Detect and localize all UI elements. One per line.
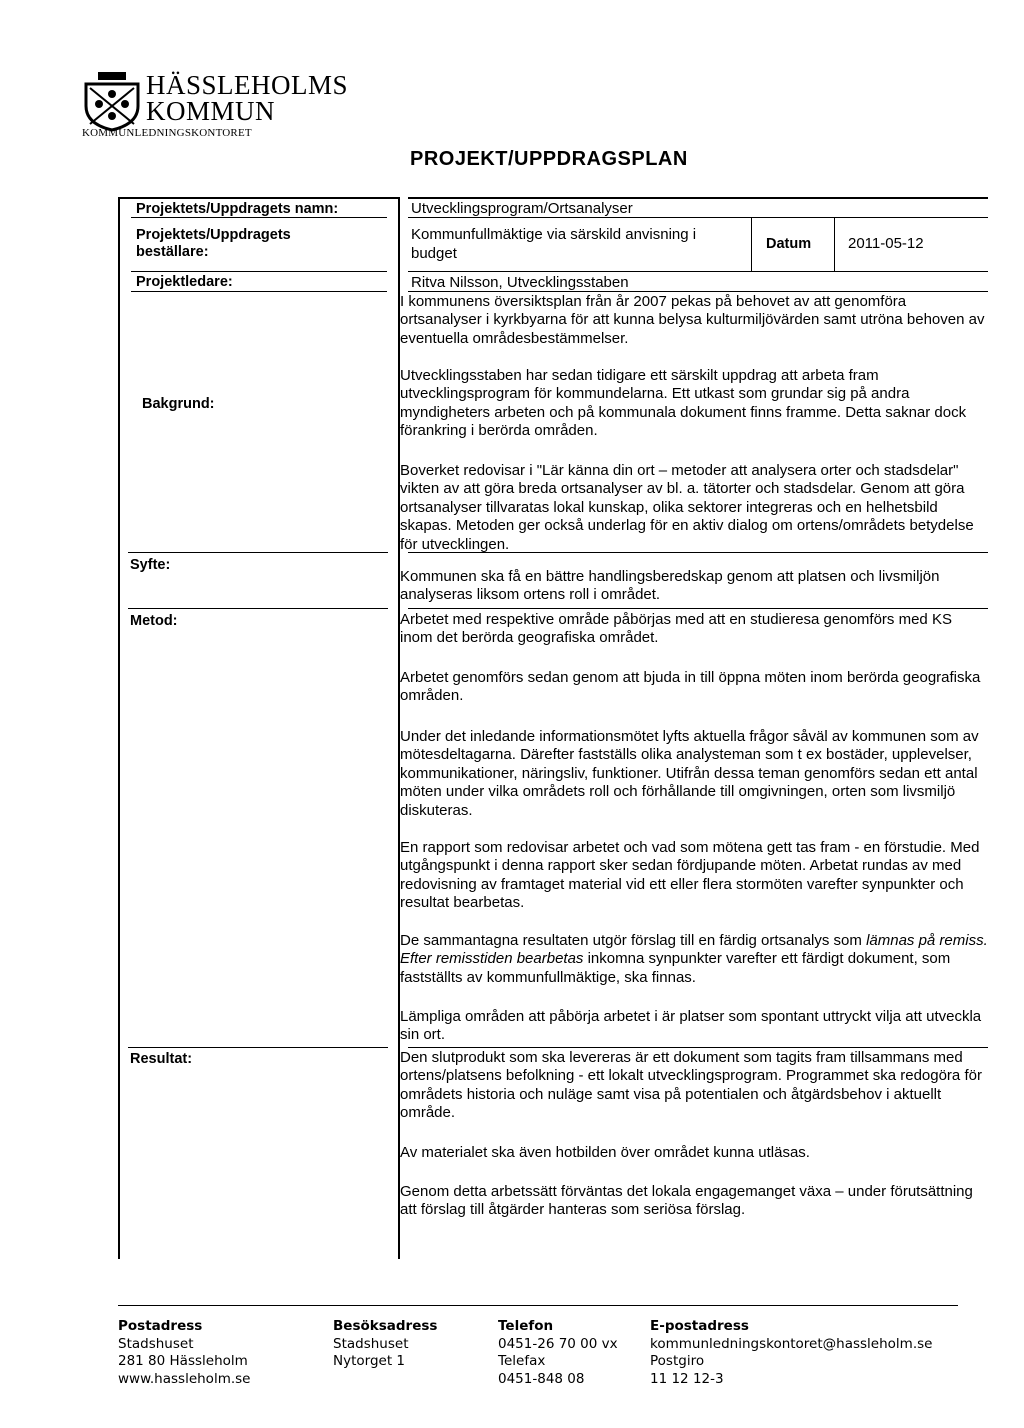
footer-postgiro-value: 11 12 12-3 — [650, 1370, 724, 1387]
footer-phone-line: 0451-26 70 00 vx — [498, 1335, 618, 1352]
date-cell-divider-left — [751, 217, 752, 271]
purpose-paragraph-1: Kommunen ska få en bättre handlingsberedskap genom att platsen och livsmiljön analyseras liksom ortens roll i området. — [400, 568, 940, 604]
table-left-border — [118, 197, 120, 1259]
org-name-line1: HÄSSLEHOLMS — [146, 70, 349, 100]
project-leader-value: Ritva Nilsson, Utvecklingsstaben — [411, 274, 629, 291]
table-top-rule-left — [118, 197, 398, 199]
row-rule-client-left — [131, 271, 387, 272]
method-paragraph-2: Arbetet genomförs sedan genom att bjuda in till öppna möten inom berörda geografiska områden. — [400, 669, 981, 705]
row-rule-purpose-left — [128, 552, 388, 553]
footer-postal-address — [118, 1318, 250, 1388]
footer-visiting-line: Nytorget 1 — [333, 1353, 406, 1369]
row-rule-method-left — [128, 608, 388, 609]
footer-postal-line: Stadshuset — [118, 1335, 194, 1352]
method-paragraph-3: Under det inledande informationsmötet lyfts aktuella frågor såväl av kommunen som av mötesdeltagarna. Därefter fastställs olika analysteman som t ex bostäder, upplevelser, kommunikationer, näringsliv, funktioner. Utifrån dessa teman genomförs sedan ett antal möten under vilka områdets roll och förhållande till omgivningen, orten som livsmiljö diskuteras. — [400, 728, 979, 819]
project-leader-label: Projektledare: — [136, 274, 233, 290]
result-paragraph-3: Genom detta arbetssätt förväntas det lokala engagemanget växa – under förutsättning att förslag till åtgärder hanteras som seriösa förslag. — [400, 1183, 973, 1219]
footer-visiting-line: Stadshuset — [333, 1335, 409, 1352]
footer-email-link[interactable]: kommunledningskontoret@hassleholm.se — [650, 1335, 933, 1352]
date-value: 2011-05-12 — [848, 235, 924, 252]
footer-fax-label: Telefax — [498, 1353, 546, 1369]
footer-email-heading: E-postadress — [650, 1318, 749, 1334]
project-name-value: Utvecklingsprogram/Ortsanalyser — [411, 200, 633, 217]
date-label: Datum — [766, 236, 812, 252]
footer-visiting-address — [333, 1318, 437, 1371]
method-paragraph-1: Arbetet med respektive område påbörjas med att en studieresa genomförs med KS inom det berörda geografiska området. — [400, 611, 952, 647]
method-label: Metod: — [130, 613, 178, 629]
footer-visiting-heading: Besöksadress — [333, 1318, 438, 1334]
footer-phone — [498, 1318, 618, 1388]
result-label: Resultat: — [130, 1051, 193, 1067]
result-paragraph-2: Av materialet ska även hotbilden över området kunna utläsas. — [400, 1144, 810, 1161]
project-name-label: Projektets/Uppdragets namn: — [136, 201, 339, 217]
date-cell-divider-right — [834, 217, 835, 271]
background-paragraph-1: I kommunens översiktsplan från år 2007 pekas på behovet av att genomföra ortsanalyser i kyrkbyarna för att kunna belysa kulturmiljövärden samt utröna behoven av eventuella områdesbestämmelser. — [400, 293, 985, 347]
method-paragraph-4: En rapport som redovisar arbetet och vad som mötena gett tas fram - en förstudie. Med utgångspunkt i denna rapport sker sedan fördjupande möten. Arbetat rundas av med redovisning av framtaget material vid ett eller flera stormöten varefter synpunkter och resultat bearbetas. — [400, 839, 980, 912]
background-paragraph-3: Boverket redovisar i "Lär känna din ort – metoder att analysera orter och stadsdelar" vikten av att göra breda ortsanalyser av bl. a. tätorter och stadsdelar. Genom att göra ortsanalyser tillvaratas lokal kunskap, olika sektorer integreras och en helhetsbild skapas. Metoden ger också underlag för en aktiv dialog om ortens/områdets betydelse för utvecklingen. — [400, 462, 974, 553]
org-name-line2: KOMMUN — [146, 96, 276, 126]
background-paragraph-2: Utvecklingsstaben har sedan tidigare ett särskilt uppdrag att arbeta fram utvecklingsprogram för kommundelarna. Ett utkast som grundar sig på andra myndigheters arbeten och på kommunala dokument finns framme. Detta saknar dock förankring i berörda områden. — [400, 367, 967, 440]
result-paragraph-1: Den slutprodukt som ska levereras är ett dokument som tagits fram tillsammans med ortens/platsens befolkning - ett lokalt utvecklingsprogram. Programmet ska redogöra för områdets historia och nuläge samt visa på potentialen och åtgärdsbehov i aktuellt område. — [400, 1049, 982, 1122]
row-rule-method-right — [408, 608, 988, 609]
org-department: KOMMUNLEDNINGSKONTORET — [82, 127, 252, 139]
footer-postal-heading: Postadress — [118, 1318, 203, 1334]
row-rule-result-left — [128, 1047, 388, 1048]
row-rule-result-right — [408, 1047, 988, 1048]
client-label-line1: Projektets/Uppdragets — [136, 227, 291, 243]
footer-rule — [118, 1305, 958, 1306]
client-value-line2: budget — [411, 245, 457, 262]
client-label-line2: beställare: — [136, 244, 209, 260]
row-rule-leader-left — [131, 291, 387, 292]
footer-email — [650, 1318, 932, 1388]
row-rule-client-right — [408, 271, 988, 272]
document-title: PROJEKT/UPPDRAGSPLAN — [410, 148, 688, 170]
footer-postal-line: 281 80 Hässleholm — [118, 1353, 248, 1369]
municipal-coat-of-arms-icon — [82, 72, 142, 132]
method-paragraph-5: De sammantagna resultaten utgör förslag till en färdig ortsanalys som lämnas på remiss. Efter remisstiden bearbetas inkomna synpunkter varefter ett färdigt dokument, som fastställts av kommunfullmäktige, ska finnas. — [400, 932, 988, 986]
method-paragraph-6: Lämpliga områden att påbörja arbetet i är platser som spontant uttryckt vilja att utveckla sin ort. — [400, 1008, 982, 1044]
background-label: Bakgrund: — [142, 396, 215, 412]
footer-fax-line: 0451-848 08 — [498, 1370, 585, 1387]
client-value-line1: Kommunfullmäktige via särskild anvisning i — [411, 226, 697, 243]
purpose-label: Syfte: — [130, 557, 171, 573]
footer-phone-heading: Telefon — [498, 1318, 554, 1334]
footer-postgiro-label: Postgiro — [650, 1353, 705, 1369]
footer-website-link[interactable]: www.hassleholm.se — [118, 1370, 251, 1387]
